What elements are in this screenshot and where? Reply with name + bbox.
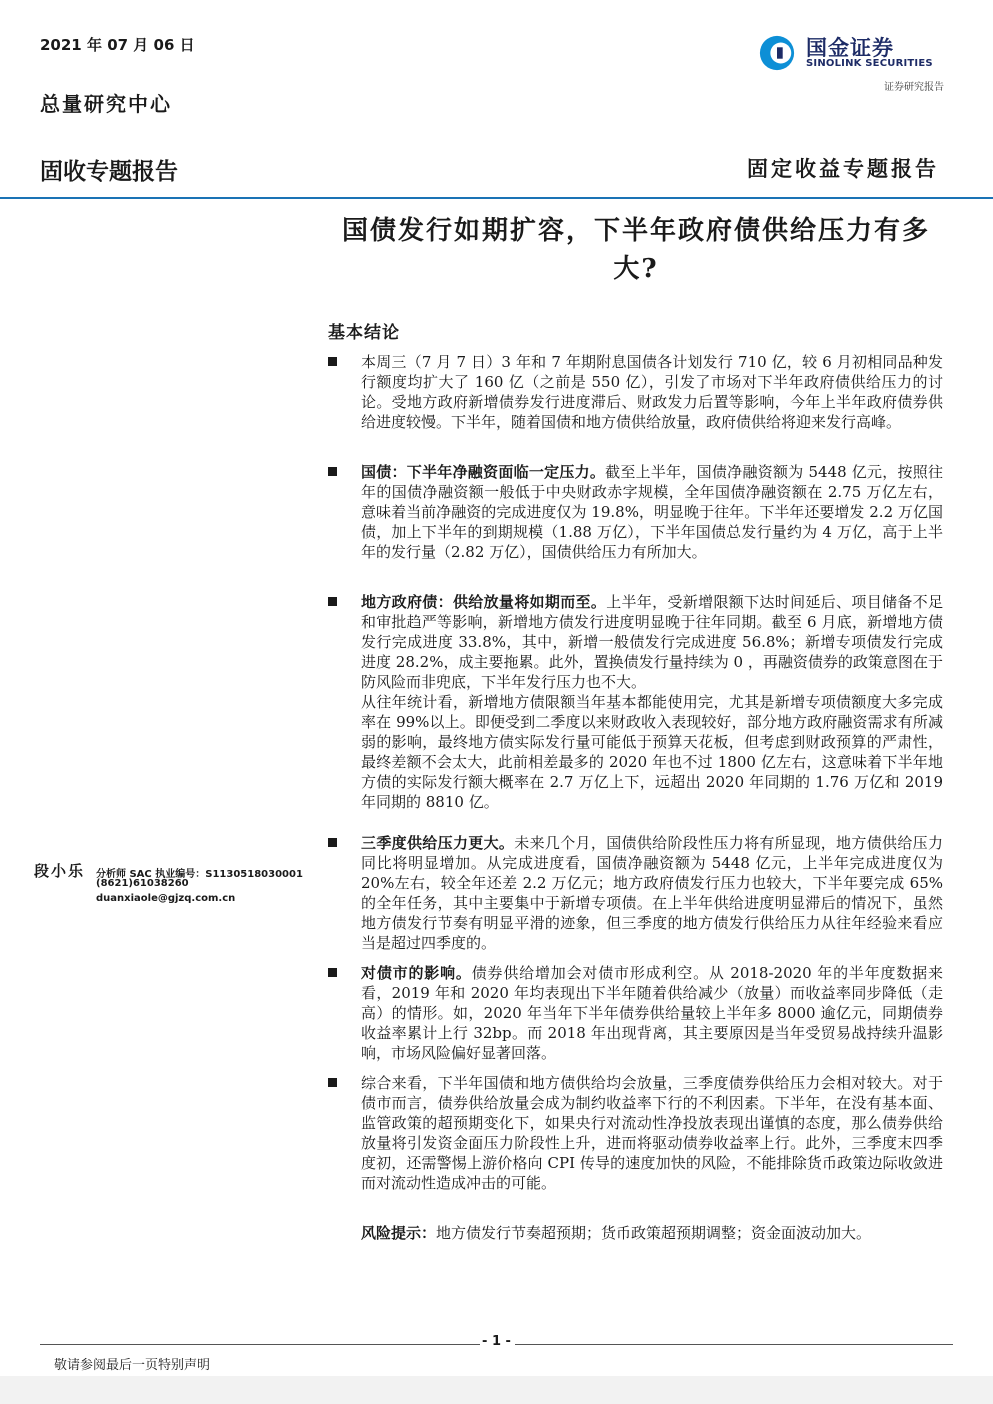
paragraph-lead: 对债市的影响。 xyxy=(361,964,472,982)
logo-en-text: SINOLINK SECURITIES xyxy=(806,58,933,69)
report-title: 国债发行如期扩容，下半年政府债供给压力有多大? xyxy=(341,216,930,284)
paragraph-6 xyxy=(361,1073,943,1193)
paragraph-lead: 三季度供给压力更大。 xyxy=(361,834,515,852)
report-date: 2021 年 07 月 06 日 xyxy=(40,36,195,54)
paragraph-body: 综合来看，下半年国债和地方债供给均会放量，三季度债券供给压力会相对较大。对于债市而言，债券供给放量会成为制约收益率下行的不利因素。下半年，在没有基本面、监管政策的超预期变化下，如果央行对流动性净投放表现出谨慎的态度，那么债券供给放量将引发资金面压力阶段性上升，进而将驱动债券收益率上行。此外，三季度末四季度初，还需警惕上游价格向 CPI 传导的速度加快的风险，不能排除货币政策边际收敛进而对流动性造成冲击的可能。 xyxy=(361,1074,943,1192)
page-number: - 1 - xyxy=(482,1334,511,1349)
paragraph-body: 未来几个月，国债供给阶段性压力将有所显现，地方债供给压力同比将明显增加。从完成进度看，国债净融资额为 5448 亿元，上半年完成进度仅为 20%左右，较全年还差 2.2 万亿元；地方政府债发行压力也较大，下半年要完成 65%的全年任务，其中主要集中于新增专项债。在上半年供给进度明显滞后的情况下，虽然地方债发行节奏有明显平滑的迹象，但三季度的地方债发行供给压力从往年经验来看应当是超过四季度的。 xyxy=(361,834,943,952)
bullet-marker xyxy=(328,357,337,366)
paragraph-body: 本周三（7 月 7 日）3 年和 7 年期附息国债各计划发行 710 亿，较 6 月初相同品种发行额度均扩大了 160 亿（之前是 550 亿），引发了市场对下半年政府债供给压力的讨论。受地方政府新增债券发行进度滞后、财政发力后置等影响，今年上半年政府债券供给进度较慢。下半年，随着国债和地方债供给放量，政府债供给将迎来发行高峰。 xyxy=(361,353,943,431)
bullet-marker xyxy=(328,968,337,977)
footer-band xyxy=(0,1376,993,1404)
risk-lead: 风险提示： xyxy=(361,1224,437,1242)
report-type-label: 固收专题报告 xyxy=(40,159,178,185)
bullet-marker xyxy=(328,467,337,476)
paragraph-body: 上半年，受新增限额下达时间延后、项目储备不足和审批趋严等影响，新增地方债发行进度明显晚于往年同期。截至 6 月底，新增地方债发行完成进度 33.8%，其中，新增一般债发行完成进度 56.8%；新增专项债发行完成进度 28.2%，成主要拖累。此外，置换债发行量持续为 0 ，再融资债券的政策意图在于防风险而非兜底，下半年发行压力也不大。 xyxy=(361,593,943,691)
paragraph-body: 债券供给增加会对债市形成利空。从 2018-2020 年的半年度数据来看，2019 年和 2020 年均表现出下半年随着供给减少（放量）而收益率同步降低（走高）的情形。如，2020 年当年下半年债券供给量较上半年多 8000 逾亿元，同期债券收益率累计上行 32bp。而 2018 年出现背离，其主要原因是当年受贸易战持续升温影响，市场风险偏好显著回落。 xyxy=(361,964,943,1062)
paragraph-2 xyxy=(361,462,943,562)
analyst-name: 段小乐 xyxy=(34,862,86,880)
paragraph-3 xyxy=(361,592,943,812)
bullet-marker xyxy=(328,1078,337,1087)
analyst-email: duanxiaole@gjzq.com.cn xyxy=(96,893,236,904)
bullet-marker xyxy=(328,838,337,847)
risk-body: 地方债发行节奏超预期；货币政策超预期调整；资金面波动加大。 xyxy=(436,1224,872,1242)
paragraph-extra: 从往年统计看，新增地方债限额当年基本都能使用完，尤其是新增专项债额度大多完成率在 99%以上。即便受到二季度以来财政收入表现较好，部分地方政府融资需求有所减弱的影响，最终地方债实际发行量可能低于预算天花板，但考虑到财政预算的严肃性，最终差额不会太大，此前相差最多的 2020 年也不过 1800 亿左右，这意味着下半年地方债的实际发行额大概率在 2.7 万亿上下，远超出 2020 年同期的 1.76 万亿和 2019 年同期的 8810 亿。 xyxy=(361,693,943,811)
paragraph-1 xyxy=(361,352,943,432)
paragraph-lead: 地方政府债：供给放量将如期而至。 xyxy=(361,593,607,611)
research-center-label: 总量研究中心 xyxy=(40,92,172,116)
paragraph-5 xyxy=(361,963,943,1063)
logo-sub-text: 证券研究报告 xyxy=(884,82,944,93)
header-divider xyxy=(0,197,993,199)
paragraph-4 xyxy=(361,833,943,953)
analyst-role: 分析师 SAC 执业编号：S1130518030001 xyxy=(96,869,303,880)
report-type-right-label: 固定收益专题报告 xyxy=(747,156,939,181)
logo-cn-text: 国金证券 xyxy=(806,36,894,60)
company-logo xyxy=(758,32,948,92)
analyst-phone: (8621)61038260 xyxy=(96,878,189,889)
footer-disclaimer: 敬请参阅最后一页特别声明 xyxy=(54,1358,211,1373)
section-title: 基本结论 xyxy=(328,323,400,343)
paragraph-body: 截至上半年，国债净融资额为 5448 亿元，按照往年的国债净融资额一般低于中央财政赤字规模，全年国债净融资额在 2.75 万亿左右，意味着当前净融资的完成进度仅为 19.8%，明显晚于往年。下半年还要增发 2.2 万亿国债，加上下半年的到期规模（1.88 万亿），下半年国债总发行量约为 4 万亿，高于上半年的发行量（2.82 万亿），国债供给压力有所加大。 xyxy=(361,463,943,561)
bullet-marker xyxy=(328,597,337,606)
paragraph-lead: 国债：下半年净融资面临一定压力。 xyxy=(361,463,606,481)
risk-note xyxy=(361,1223,943,1243)
logo-mark-icon xyxy=(758,34,796,72)
